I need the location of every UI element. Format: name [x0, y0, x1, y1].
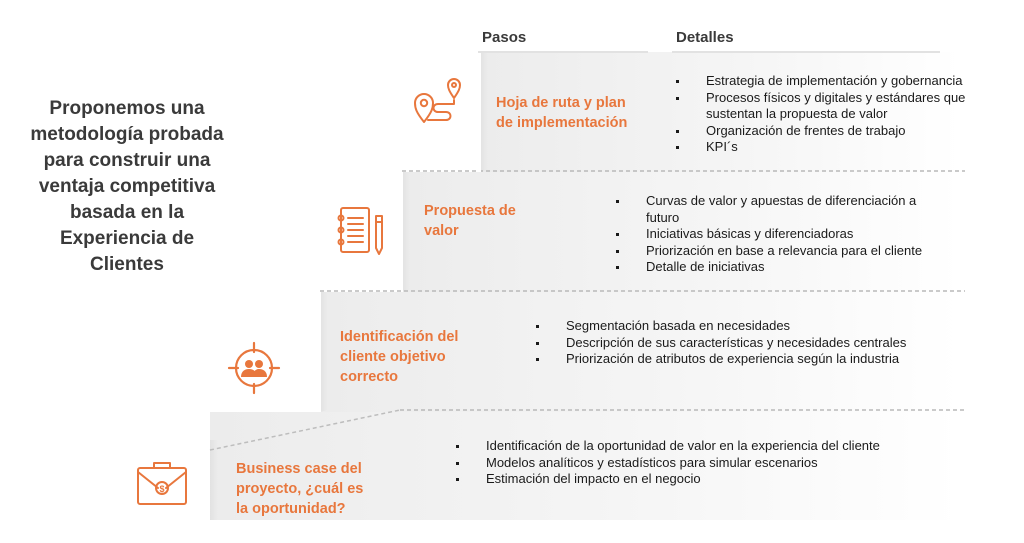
- step-title-value-proposition: [424, 201, 516, 241]
- stair-riser: [210, 440, 218, 520]
- step-title-line: Propuesta de: [424, 203, 516, 219]
- list-item: Estrategia de implementación y gobernancia: [676, 73, 965, 90]
- details-list-value-proposition: [616, 193, 922, 276]
- header-steps: Pasos: [482, 29, 527, 46]
- list-item: Estimación del impacto en el negocio: [456, 471, 880, 488]
- step-title-line: cliente objetivo: [340, 349, 446, 365]
- briefcase-money-icon: [134, 458, 190, 508]
- intro-line: para construir una: [43, 150, 211, 171]
- step-title-line: valor: [424, 223, 459, 239]
- stair-riser: [402, 172, 410, 292]
- list-item: Descripción de sus características y necesidades centrales: [536, 335, 906, 352]
- checklist-pencil-icon: [336, 204, 392, 260]
- intro-line: metodología probada: [30, 124, 224, 145]
- intro-line: Clientes: [90, 254, 164, 275]
- step-title-roadmap: [496, 93, 627, 133]
- svg-text:$: $: [159, 484, 165, 494]
- map-route-icon: [412, 76, 468, 128]
- list-item: Procesos físicos y digitales y estándares que sustentan la propuesta de valor: [676, 90, 965, 123]
- details-list-business-case: [456, 438, 880, 488]
- list-item: Iniciativas básicas y diferenciadoras: [616, 226, 922, 243]
- step-title-target-customer: [340, 327, 458, 387]
- step-title-line: de implementación: [496, 115, 628, 131]
- step-title-business-case: [236, 459, 363, 519]
- stair-riser: [480, 52, 488, 172]
- header-details-rule: [672, 51, 940, 53]
- list-item: Curvas de valor y apuestas de diferenciación a futuro: [616, 193, 922, 226]
- intro-line: Experiencia de: [59, 228, 195, 249]
- header-steps-rule: [478, 51, 648, 53]
- list-item: Modelos analíticos y estadísticos para simular escenarios: [456, 455, 880, 472]
- intro-line: Proponemos una: [49, 98, 205, 119]
- list-item: Detalle de iniciativas: [616, 259, 922, 276]
- list-item: Priorización de atributos de experiencia según la industria: [536, 351, 906, 368]
- stair-riser: [320, 292, 328, 412]
- list-item: KPI´s: [676, 139, 965, 156]
- step-title-line: Hoja de ruta y plan: [496, 95, 626, 111]
- step-title-line: la oportunidad?: [236, 501, 346, 517]
- details-list-roadmap: [676, 73, 965, 156]
- list-item: Segmentación basada en necesidades: [536, 318, 906, 335]
- intro-line: basada en la: [69, 202, 185, 223]
- list-item: Organización de frentes de trabajo: [676, 123, 965, 140]
- step-title-line: proyecto, ¿cuál es: [236, 481, 364, 497]
- details-list-target-customer: [536, 318, 906, 368]
- list-item: Identificación de la oportunidad de valor en la experiencia del cliente: [456, 438, 880, 455]
- header-details: Detalles: [676, 29, 734, 46]
- list-item: Priorización en base a relevancia para el cliente: [616, 243, 922, 260]
- step-title-line: Identificación del: [340, 329, 459, 345]
- intro-line: ventaja competitiva: [38, 176, 216, 197]
- step-title-line: correcto: [340, 369, 399, 385]
- target-users-icon: [226, 340, 282, 396]
- step-title-line: Business case del: [236, 461, 362, 477]
